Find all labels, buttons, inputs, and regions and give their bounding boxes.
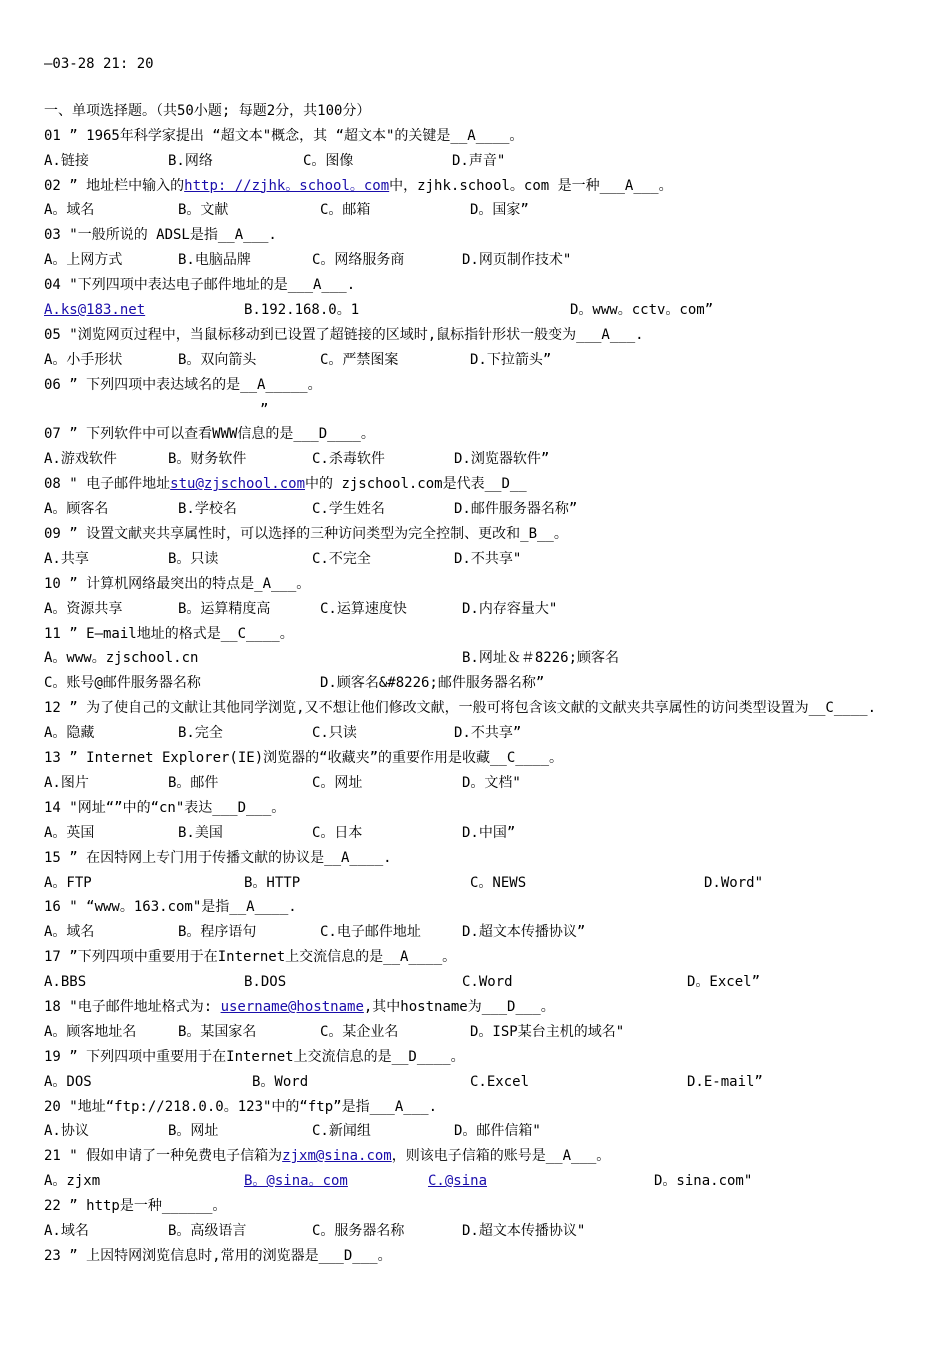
option-row (44, 970, 914, 995)
option: D.E-mail” (687, 1073, 763, 1090)
header-timestamp: —03-28 21: 20 (44, 56, 154, 72)
option: A.协议 (44, 1123, 89, 1140)
option: C.学生姓名 (312, 501, 385, 518)
option: C.电子邮件地址 (320, 924, 421, 941)
option-row (44, 721, 914, 746)
email-link[interactable]: stu@zjschool.com (170, 476, 306, 493)
option: D.超文本传播协议" (462, 1222, 586, 1239)
option: B.电脑品牌 (178, 252, 251, 269)
option: C.杀毒软件 (312, 451, 385, 468)
option: C。日本 (312, 824, 363, 841)
option: B。网址 (168, 1123, 219, 1140)
option: A.共享 (44, 550, 89, 567)
option: D.邮件服务器名称” (454, 501, 578, 518)
question-stem: 21 " 假如申请了一种免费电子信箱为zjxm@sina.com，则该电子信箱的账号是__A___。 (44, 1148, 611, 1165)
option: A。资源共享 (44, 600, 123, 617)
question-stem: 01 ” 1965年科学家提出 “超文本"概念，其 “超文本"的关键是__A____。 (44, 127, 524, 144)
question-stem: 11 ” E—mail地址的格式是__C____。 (44, 625, 294, 642)
option: A。小手形状 (44, 351, 123, 368)
option-row (44, 149, 914, 174)
option: B。邮件 (168, 774, 219, 791)
question-stem: 08 " 电子邮件地址stu@zjschool.com中的 zjschool.com是代表__D__ (44, 476, 527, 493)
question-stem: 10 ” 计算机网络最突出的特点是_A___。 (44, 575, 311, 592)
option-row (44, 547, 914, 572)
question-stem: 19 ” 下列四项中重要用于在Internet上交流信息的是__D____。 (44, 1048, 465, 1065)
url-link[interactable]: http: //zjhk。school。com (184, 177, 390, 194)
option: B.美国 (178, 824, 223, 841)
option: A.链接 (44, 152, 89, 169)
email-link-option[interactable]: A.ks@183.net (44, 302, 146, 319)
option-row (44, 671, 914, 696)
question-stem: 16 " “www。163.com"是指__A____. (44, 899, 297, 916)
question-stem: 22 ” http是一种______。 (44, 1198, 227, 1215)
option: D。Excel” (687, 974, 761, 991)
option-row (44, 821, 914, 846)
option: A。FTP (44, 874, 92, 891)
option: D。文档" (462, 774, 521, 791)
option: D.下拉箭头” (470, 351, 552, 368)
option: B.完全 (178, 725, 223, 742)
option: C.新闻组 (312, 1123, 371, 1140)
option-row (44, 198, 914, 223)
option: C。图像 (303, 152, 354, 169)
option-row (44, 1020, 914, 1045)
option: D.浏览器软件” (454, 451, 550, 468)
option: D.声音" (452, 152, 506, 169)
option-row (44, 1219, 914, 1244)
document-page (44, 52, 914, 1269)
question-stem: 17 ”下列四项中重要用于在Internet上交流信息的是__A____。 (44, 949, 457, 966)
option: A.BBS (44, 974, 87, 991)
option: D。sina.com" (654, 1173, 753, 1190)
question-stem: 06 ” 下列四项中表达域名的是__A_____。 (44, 376, 322, 393)
question-stem: 09 ” 设置文献夹共享属性时，可以选择的三种访问类型为完全控制、更改和_B__。 (44, 526, 568, 543)
question-stem: 07 ” 下列软件中可以查看WWW信息的是___D____。 (44, 426, 375, 443)
option: C。网络服务商 (312, 252, 405, 269)
option: A。zjxm (44, 1173, 101, 1190)
option: D.网页制作技术" (462, 252, 572, 269)
option: D.超文本传播协议” (462, 924, 586, 941)
option: B。Word (252, 1073, 309, 1090)
option: A。上网方式 (44, 252, 123, 269)
option: B.学校名 (178, 501, 237, 518)
email-link[interactable]: username@hostname (220, 998, 364, 1015)
option-row (44, 1070, 914, 1095)
option: C。账号@邮件服务器名称 (44, 675, 201, 692)
option: A.图片 (44, 774, 89, 791)
option: B。文献 (178, 202, 229, 219)
question-stem: 23 ” 上因特网浏览信息时,常用的浏览器是___D___。 (44, 1247, 392, 1264)
option: C。某企业名 (320, 1023, 399, 1040)
option: C。服务器名称 (312, 1222, 405, 1239)
option: B.192.168.0。1 (244, 302, 360, 319)
option: B。HTTP (244, 874, 301, 891)
option: C。网址 (312, 774, 363, 791)
question-stem: 02 ” 地址栏中输入的http: //zjhk。school。com中，zjhk.school。com 是一种___A___。 (44, 177, 673, 194)
option: C.运算速度快 (320, 600, 407, 617)
option-row (44, 298, 914, 323)
option: A。域名 (44, 924, 95, 941)
option-row (44, 871, 914, 896)
option: B。某国家名 (178, 1023, 257, 1040)
option: D。国家” (470, 202, 529, 219)
question-stem: 14 "网址“”中的“cn"表达___D___。 (44, 799, 286, 816)
question-stem: 20 "地址“ftp://218.0.0。123"中的“ftp”是指___A___. (44, 1098, 438, 1115)
option: A.域名 (44, 1222, 89, 1239)
link-option[interactable]: B。@sina。com (244, 1173, 348, 1190)
option: A。域名 (44, 202, 95, 219)
option: B.DOS (244, 974, 287, 991)
question-stem: 05 "浏览网页过程中，当鼠标移动到已设置了超链接的区域时,鼠标指针形状一般变为___A___. (44, 326, 644, 343)
option: B。高级语言 (168, 1222, 247, 1239)
question-stem: 03 "一般所说的 ADSL是指__A___. (44, 227, 277, 244)
question-stem: 15 ” 在因特网上专门用于传播文献的协议是__A____. (44, 849, 392, 866)
option-row (44, 1169, 914, 1194)
option: B。双向箭头 (178, 351, 257, 368)
option: C.不完全 (312, 550, 371, 567)
option-row (44, 1119, 914, 1144)
option-row (44, 248, 914, 273)
option: C.只读 (312, 725, 357, 742)
option-row (44, 348, 914, 373)
option: B.网络 (168, 152, 213, 169)
section-title: 一、单项选择题。（共50小题; 每题2分，共100分） (44, 102, 371, 119)
option: B。运算精度高 (178, 600, 271, 617)
stray-mark: ” (260, 401, 269, 418)
option: C。严禁图案 (320, 351, 399, 368)
option: D.顾客名&#8226;邮件服务器名称” (320, 675, 545, 692)
email-link[interactable]: zjxm@sina.com (282, 1148, 392, 1165)
question-stem: 04 "下列四项中表达电子邮件地址的是___A___. (44, 277, 356, 294)
option: A。DOS (44, 1073, 92, 1090)
option: A。顾客名 (44, 501, 109, 518)
option: B。只读 (168, 550, 219, 567)
option-row (44, 646, 914, 671)
option: C.Excel (470, 1073, 530, 1090)
link-option[interactable]: C.@sina (428, 1173, 488, 1190)
option: A。英国 (44, 824, 95, 841)
option: B.网址＆＃8226;顾客名 (462, 650, 620, 667)
option: D。www。cctv。com” (570, 302, 714, 319)
option: D.Word" (704, 874, 764, 891)
option: B。程序语句 (178, 924, 257, 941)
option: B。财务软件 (168, 451, 247, 468)
option: A。www。zjschool.cn (44, 650, 199, 667)
option: C。NEWS (470, 874, 527, 891)
option-row (44, 920, 914, 945)
question-stem: 18 "电子邮件地址格式为: username@hostname,其中hostname为___D___。 (44, 998, 555, 1015)
question-stem: 12 ” 为了使自己的文献让其他同学浏览,又不想让他们修改文献，一般可将包含该文献的文献夹共享属性的访问类型设置为__C____. (44, 700, 876, 717)
option: D.不共享” (454, 725, 522, 742)
option: D.不共享" (454, 550, 522, 567)
option: A.游戏软件 (44, 451, 117, 468)
option-row (44, 447, 914, 472)
question-stem: 13 ” Internet Explorer(IE)浏览器的“收藏夹”的重要作用是收藏__C____。 (44, 750, 564, 767)
option: A。顾客地址名 (44, 1023, 137, 1040)
option-row (44, 597, 914, 622)
option: D.内存容量大" (462, 600, 558, 617)
option-row (44, 497, 914, 522)
option: A。隐藏 (44, 725, 95, 742)
option: C。邮箱 (320, 202, 371, 219)
option: C.Word (462, 974, 513, 991)
option: D。邮件信箱" (454, 1123, 541, 1140)
option: D.中国” (462, 824, 516, 841)
option: D。ISP某台主机的域名" (470, 1023, 625, 1040)
option-row (44, 771, 914, 796)
